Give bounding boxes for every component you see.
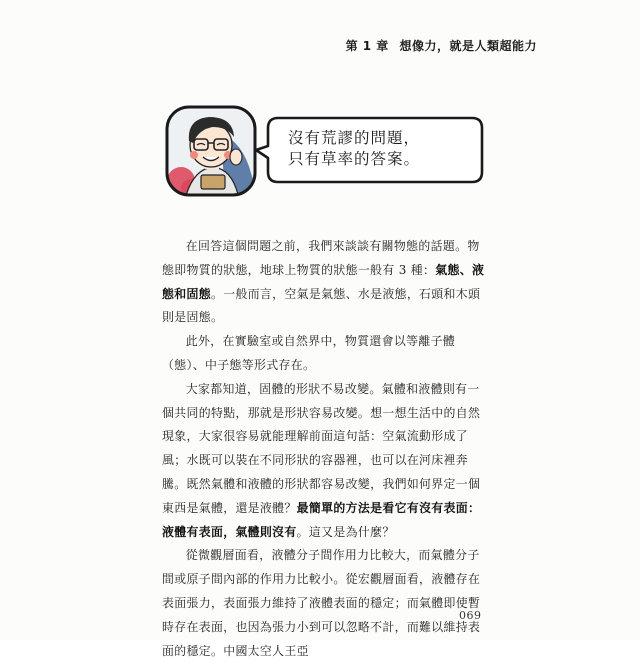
- paragraph-1-bold: 氣態、液態和固態: [162, 262, 485, 301]
- paragraph-4: [162, 544, 490, 663]
- paragraph-1-text: 在回答這個問題之前，我們來談談有關物態的話題。物態即物質的狀態，地球上物質的狀態一般有 3 種：: [162, 239, 480, 277]
- author-portrait-image: [163, 103, 259, 199]
- paragraph-3-bold: 最簡單的方法是看它有沒有表面：液體有表面，氣體則沒有: [162, 500, 481, 539]
- paragraph-1-text-after: 。一般而言，空氣是氣態、水是液態，石頭和木頭則是固態。: [162, 286, 481, 325]
- chapter-number: 第 1 章: [345, 39, 389, 53]
- paragraph-2: [162, 330, 490, 378]
- paragraph-3-text: 大家都知道，固體的形狀不易改變。氣體和液體則有一個共同的特點，那就是形狀容易改變。想一想生活中的自然現象，大家很容易就能理解前面這句話：空氣流動形成了風；水既可以裝在不同形狀的容器裡，也可以在河床裡奔騰。既然氣體和液體的形狀都容易改變，我們如何界定一個東西是氣體，還是液體？: [162, 381, 481, 515]
- body-text: [162, 235, 490, 663]
- callout-quote: [288, 128, 478, 170]
- callout-line-2: 只有草率的答案。: [288, 150, 421, 168]
- paragraph-3-text-after: 。這又是為什麼？: [296, 524, 395, 539]
- paragraph-3: [162, 378, 490, 545]
- running-header: [346, 37, 537, 54]
- page-number: 069: [459, 609, 482, 622]
- speech-bubble: [252, 114, 486, 186]
- author-illustration: [163, 103, 259, 199]
- callout-line-1: 沒有荒謬的問題，: [288, 129, 421, 147]
- chapter-title: 想像力，就是人類超能力: [399, 39, 537, 53]
- paragraph-1: [162, 235, 490, 330]
- paragraph-4-text: 從微觀層面看，液體分子間作用力比較大，而氣體分子間或原子間內部的作用力比較小。從宏觀層面看，液體存在表面張力，表面張力維持了液體表面的穩定；而氣體即使暫時存在表面，也因為張力小到可以忽略不計，而難以維持表面的穩定。中國太空人王亞: [162, 548, 481, 658]
- paragraph-2-text: 此外，在實驗室或自然界中，物質還會以等離子體（態）、中子態等形式存在。: [162, 334, 456, 372]
